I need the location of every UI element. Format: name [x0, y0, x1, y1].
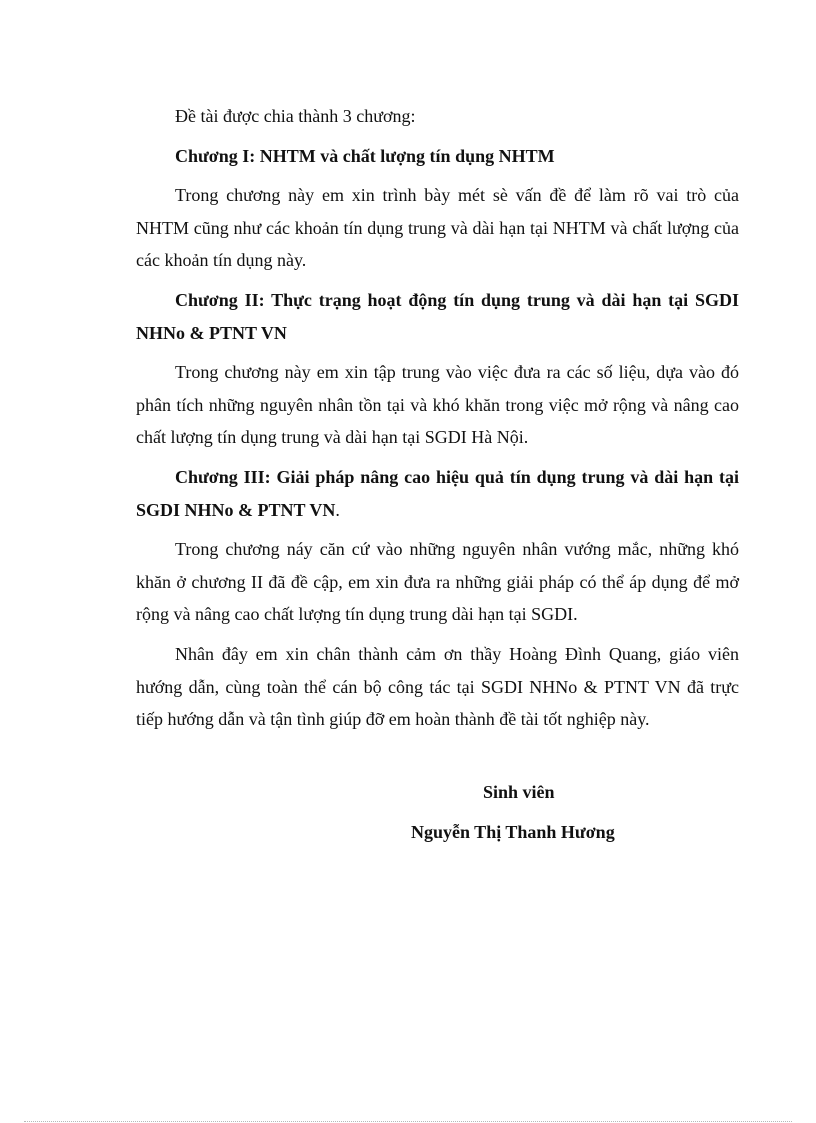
- chapter-2-description: Trong chương này em xin tập trung vào việc đưa ra các số liệu, dựa vào đó phân tích những nguyên nhân tồn tại và khó khăn trong việc mở rộng và nâng cao chất lượng tín dụng trung và dài hạn tại SGDI Hà Nội.: [136, 362, 739, 448]
- chapter-3-description: Trong chương náy căn cứ vào những nguyên nhân vướng mắc, những khó khăn ở chương II đã đề cập, em xin đưa ra những giải pháp có thể áp dụng để mở rộng và nâng cao chất lượng tín dụng trung dài hạn tại SGDI.: [136, 539, 739, 625]
- intro-paragraph: Đề tài được chia thành 3 chương:: [175, 106, 416, 126]
- chapter-2-heading: [136, 284, 739, 349]
- chapter-3-heading: [136, 461, 739, 526]
- chapter-3-heading-text: Chương III: Giải pháp nâng cao hiệu quả tín dụng trung và dài hạn tại SGDI NHNo & PTNT VN: [136, 466, 739, 520]
- acknowledgement-paragraph: Nhân đây em xin chân thành cảm ơn thầy Hoàng Đình Quang, giáo viên hướng dẫn, cùng toàn thể cán bộ công tác tại SGDI NHNo & PTNT VN đã trực tiếp hướng dẫn và tận tình giúp đỡ em hoàn thành đề tài tốt nghiệp này.: [136, 643, 739, 730]
- signature-name: Nguyễn Thị Thanh Hương: [411, 822, 615, 842]
- chapter-1-heading: [136, 140, 739, 173]
- chapter-1-description: Trong chương này em xin trình bày mét sè vấn đề để làm rõ vai trò của NHTM cũng như các khoản tín dụng trung và dài hạn tại NHTM và chất lượng của các khoản tín dụng này.: [136, 185, 739, 271]
- chapter-1-heading-text: Chương I: NHTM và chất lượng tín dụng NHTM: [175, 145, 555, 166]
- page-bottom-divider: [24, 1121, 792, 1122]
- chapter-3-heading-suffix: .: [335, 499, 340, 520]
- signature-role: Sinh viên: [483, 782, 555, 802]
- document-body: [136, 100, 739, 743]
- chapter-2-heading-text: Chương II: Thực trạng hoạt động tín dụng trung và dài hạn tại SGDI NHNo & PTNT VN: [136, 289, 739, 343]
